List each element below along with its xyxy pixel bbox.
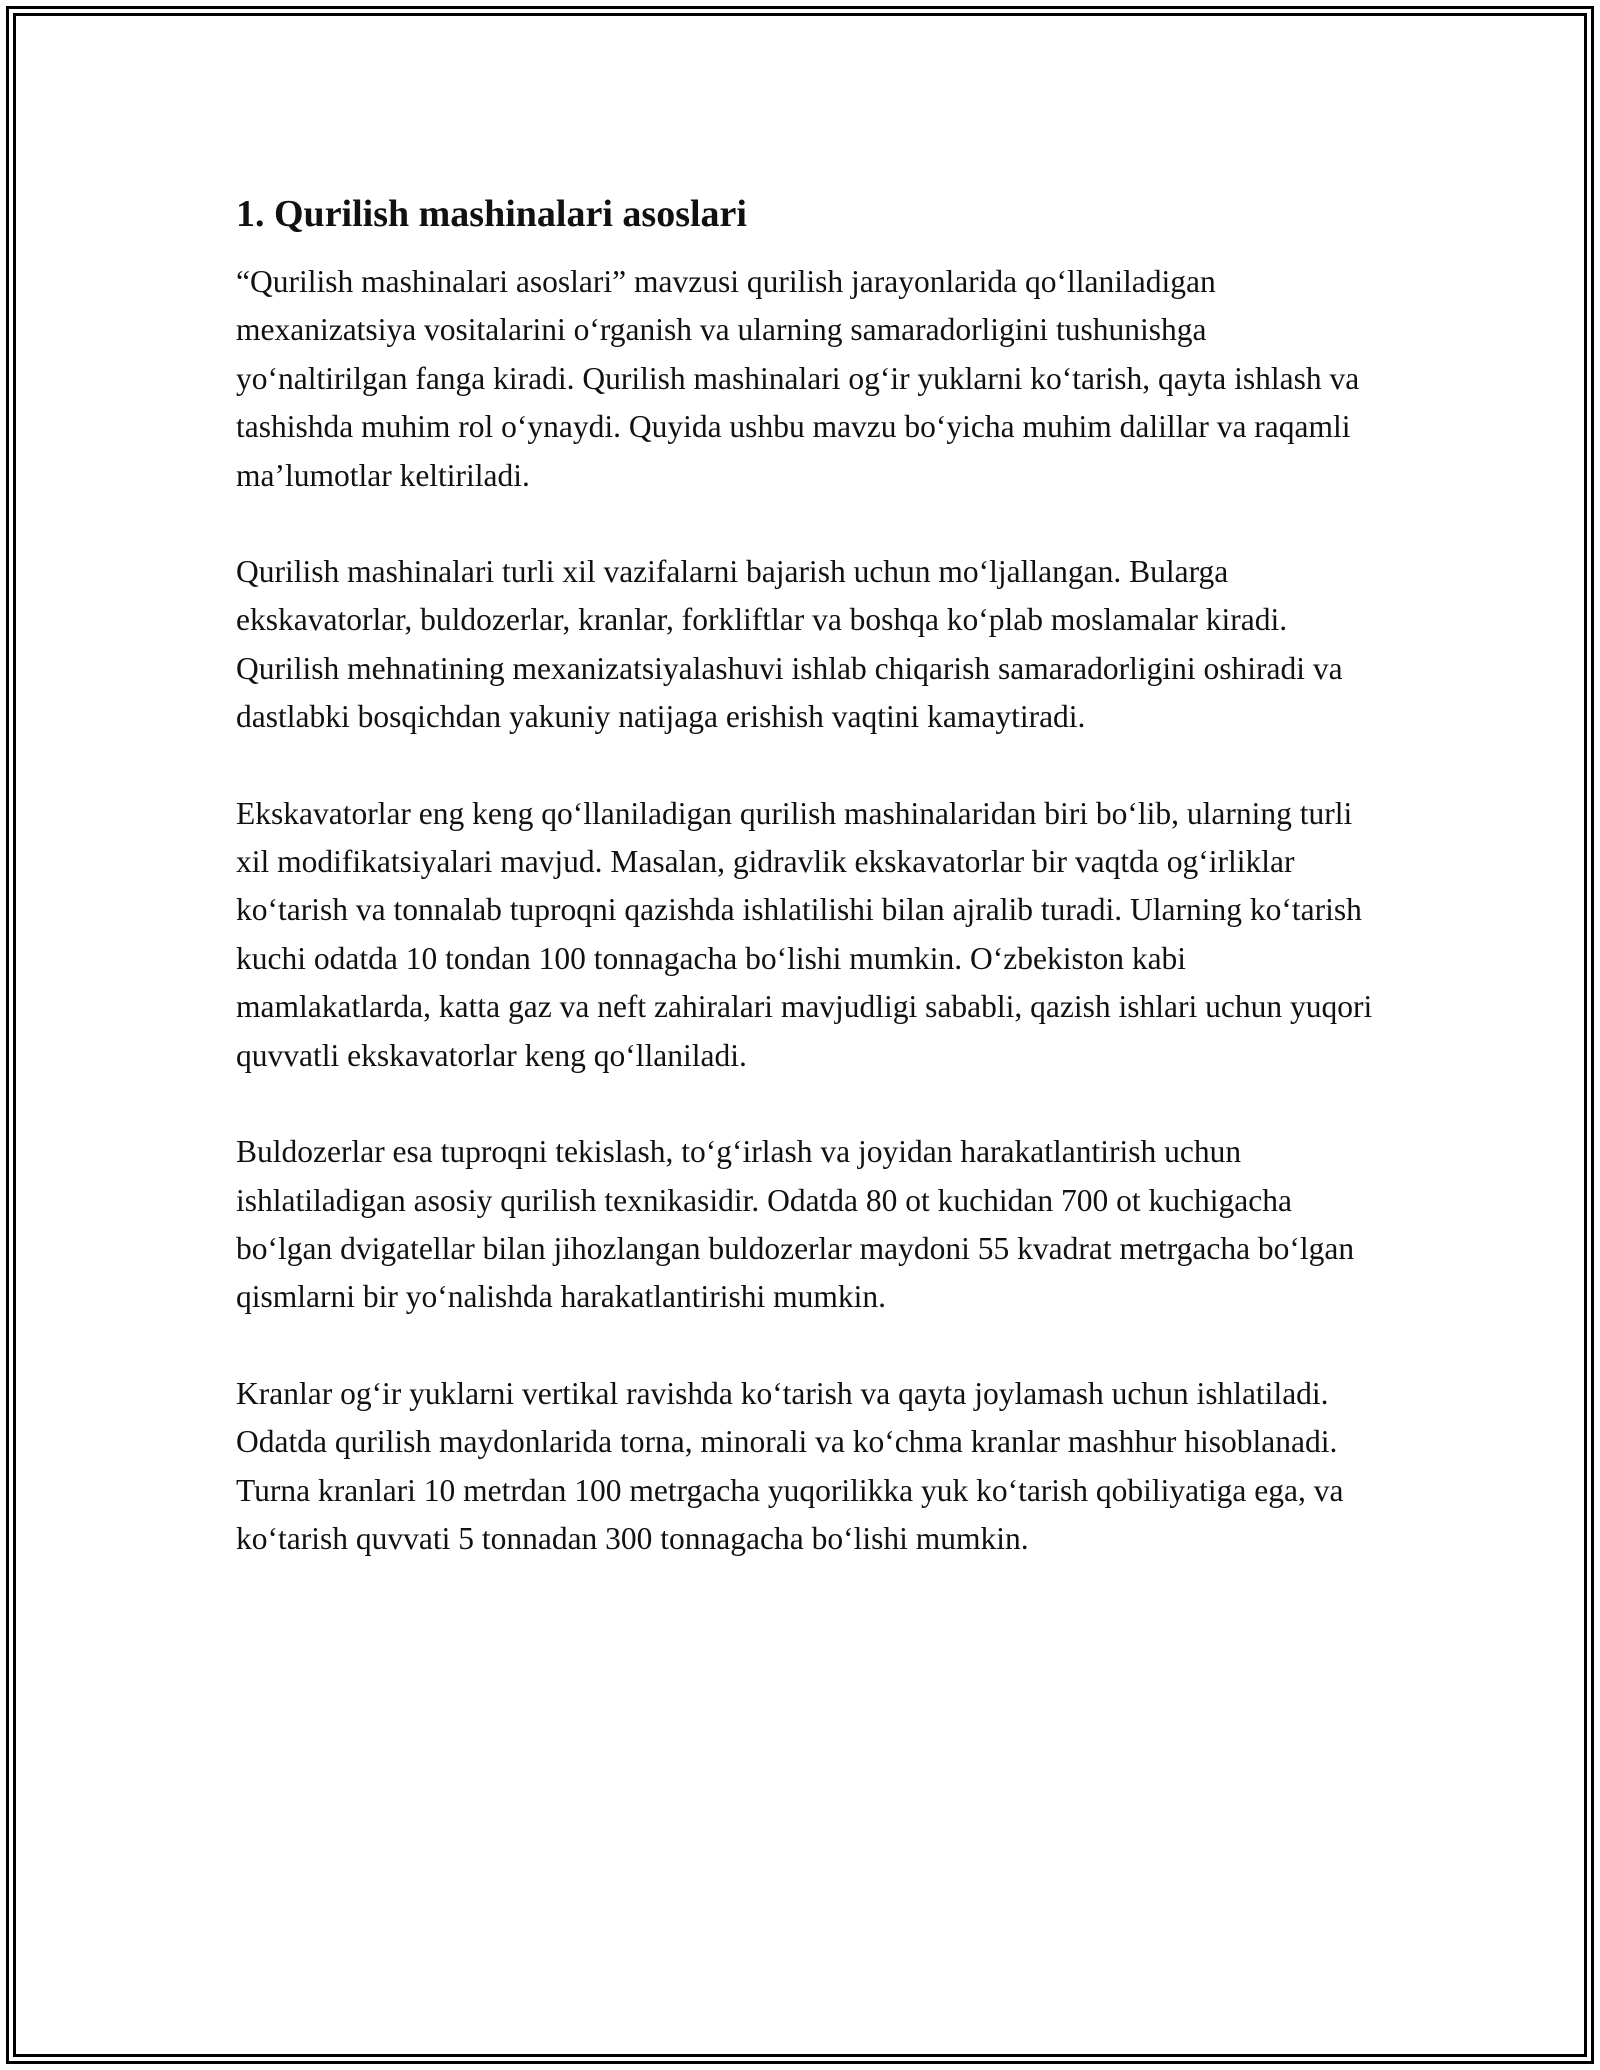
- paragraph-intro: “Qurilish mashinalari asoslari” mavzusi qurilish jarayonlarida qoʻllaniladigan mexanizatsiya vositalarini oʻrganish va ularning samaradorligini tushunishga yoʻnaltirilgan fanga kiradi. Qurilish mashinalari ogʻir yuklarni koʻtarish, qayta ishlash va tashishda muhim rol oʻynaydi. Quyida ushbu mavzu boʻyicha muhim dalillar va raqamli maʼlumotlar keltiriladi.: [236, 264, 1360, 493]
- paragraph-bulldozers: Buldozerlar esa tuproqni tekislash, toʻgʻirlash va joyidan harakatlantirish uchun ishlatiladigan asosiy qurilish texnikasidir. Odatda 80 ot kuchidan 700 ot kuchigacha boʻlgan dvigatellar bilan jihozlangan buldozerlar maydoni 55 kvadrat metrgacha boʻlgan qismlarni bir yoʻnalishda harakatlantirishi mumkin.: [236, 1134, 1355, 1315]
- paragraph-excavators: Ekskavatorlar eng keng qoʻllaniladigan qurilish mashinalaridan biri boʻlib, ularning turli xil modifikatsiyalari mavjud. Masalan, gidravlik ekskavatorlar bir vaqtda ogʻirliklar koʻtarish va tonnalab tuproqni qazishda ishlatilishi bilan ajralib turadi. Ularning koʻtarish kuchi odatda 10 tondan 100 tonnagacha boʻlishi mumkin. Oʻzbekiston kabi mamlakatlarda, katta gaz va neft zahiralari mavjudligi sababli, qazish ishlari uchun yuqori quvvatli ekskavatorlar keng qoʻllaniladi.: [236, 795, 1373, 1073]
- paragraph-machine-types: Qurilish mashinalari turli xil vazifalarni bajarish uchun moʻljallangan. Bularga ekskavatorlar, buldozerlar, kranlar, forkliftlar va boshqa koʻplab moslamalar kiradi. Qurilish mehnatining mexanizatsiyalashuvi ishlab chiqarish samaradorligini oshiradi va dastlabki bosqichdan yakuniy natijaga erishish vaqtini kamaytiradi.: [236, 554, 1343, 735]
- document-body: [236, 188, 1376, 1611]
- paragraph-cranes: Kranlar ogʻir yuklarni vertikal ravishda koʻtarish va qayta joylamash uchun ishlatiladi. Odatda qurilish maydonlarida torna, minorali va koʻchma kranlar mashhur hisoblanadi. Turna kranlari 10 metrdan 100 metrgacha yuqorilikka yuk koʻtarish qobiliyatiga ega, va koʻtarish quvvati 5 tonnadan 300 tonnagacha boʻlishi mumkin.: [236, 1375, 1344, 1556]
- section-title: 1. Qurilish mashinalari asoslari: [236, 193, 747, 235]
